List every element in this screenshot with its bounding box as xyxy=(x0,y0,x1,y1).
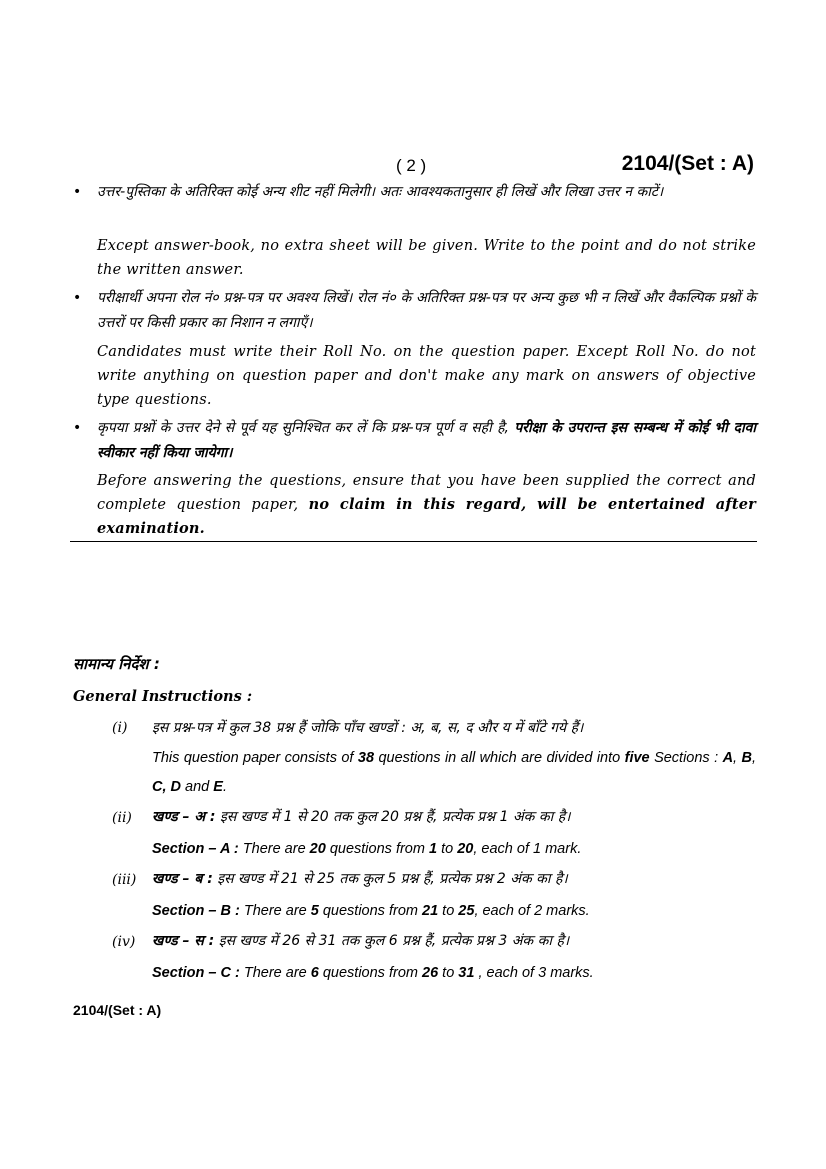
note-3-english xyxy=(97,469,756,541)
item-1-hindi: इस प्रश्न-पत्र में कुल 38 प्रश्न हैं जोकि पाँच खण्डों : अ, ब, स, द और य में बाँटे गये हैं। xyxy=(152,720,584,736)
note-3-english-bold: no claim in this regard, will be entertained after examination. xyxy=(97,496,756,537)
item-2-hindi: खण्ड – अ : इस खण्ड में 1 से 20 तक कुल 20 प्रश्न हैं, प्रत्येक प्रश्न 1 अंक का है। xyxy=(152,809,571,825)
item-number: (ii) xyxy=(112,810,132,826)
note-3-hindi xyxy=(97,416,756,466)
page-number: ( 2 ) xyxy=(396,156,427,175)
note-1-hindi: उत्तर-पुस्तिका के अतिरिक्त कोई अन्य शीट नहीं मिलेगी। अतः आवश्यकतानुसार ही लिखें और लिखा उत्तर न काटें। xyxy=(97,184,664,200)
item-2-english: Section – A : There are 20 questions from 1 to 20, each of 1 mark. xyxy=(152,841,582,857)
paper-code-header: 2104/(Set : A) xyxy=(621,152,754,175)
divider xyxy=(70,541,757,542)
note-3-english-text: Before answering the questions, ensure that you have been supplied the correct and complete question paper, xyxy=(97,473,756,513)
note-2-english: Candidates must write their Roll No. on the question paper. Except Roll No. do not write anything on question paper and don't make any mark on answers of objective type questions. xyxy=(97,344,756,408)
item-4-hindi: खण्ड – स : इस खण्ड में 26 से 31 तक कुल 6 प्रश्न हैं, प्रत्येक प्रश्न 3 अंक का है। xyxy=(152,933,570,949)
note-3-hindi-text: कृपया प्रश्नों के उत्तर देने से पूर्व यह सुनिश्चित कर लें कि प्रश्न-पत्र पूर्ण व सही है, xyxy=(97,420,509,436)
note-1-english: Except answer-book, no extra sheet will be given. Write to the point and do not strike the written answer. xyxy=(97,238,756,278)
item-4-english: Section – C : There are 6 questions from 26 to 31 , each of 3 marks. xyxy=(152,965,594,981)
item-number: (iv) xyxy=(112,934,136,950)
note-2-hindi: परीक्षार्थी अपना रोल नं० प्रश्न-पत्र पर अवश्य लिखें। रोल नं० के अतिरिक्त प्रश्न-पत्र पर अन्य कुछ भी न लिखें और वैकल्पिक प्रश्नों के उत्तरों पर किसी प्रकार का निशान न लगाएँ। xyxy=(97,290,756,331)
general-instructions-heading-hindi: सामान्य निर्देश : xyxy=(73,655,160,673)
item-number: (iii) xyxy=(112,872,137,888)
paper-code-footer: 2104/(Set : A) xyxy=(73,1002,162,1018)
item-3-english: Section – B : There are 5 questions from 21 to 25, each of 2 marks. xyxy=(152,903,590,919)
bullet-icon: • xyxy=(73,184,82,200)
item-3-hindi: खण्ड – ब : इस खण्ड में 21 से 25 तक कुल 5 प्रश्न हैं, प्रत्येक प्रश्न 2 अंक का है। xyxy=(152,871,568,887)
bullet-icon: • xyxy=(73,420,82,436)
bullet-icon: • xyxy=(73,290,82,306)
general-instructions-heading-english: General Instructions : xyxy=(73,688,253,705)
note-3-hindi-bold: परीक्षा के उपरान्त इस सम्बन्ध में कोई भी दावा स्वीकार नहीं किया जायेगा। xyxy=(97,420,756,461)
item-number: (i) xyxy=(112,720,128,736)
item-1-english: This question paper consists of 38 questions in all which are divided into five Sections : A, B, C, D and E. xyxy=(152,750,757,795)
